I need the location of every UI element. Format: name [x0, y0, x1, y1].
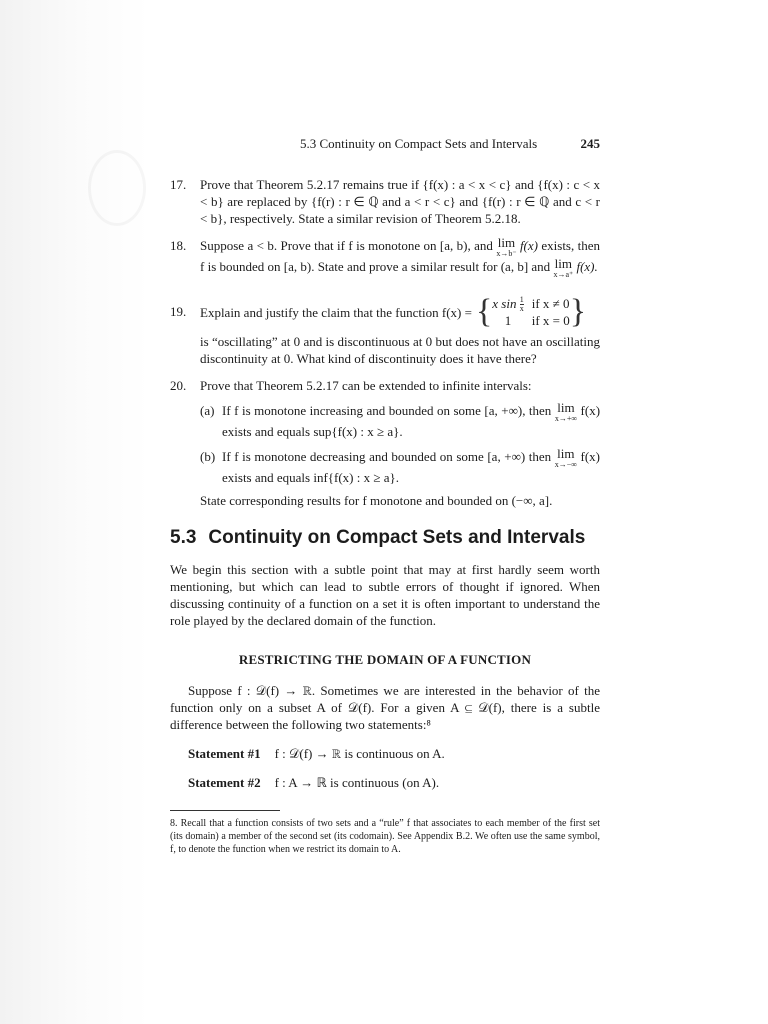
limit-function: f(x).: [576, 259, 598, 274]
exercise-text: is “oscillating” at 0 and is discontinuous at 0 but does not have an oscillating discontinuity at 0. What kind of discontinuity does it have there?: [200, 334, 600, 366]
part-label: (a): [200, 403, 215, 418]
exercise-text: [200, 237, 600, 279]
exercise-19: [170, 289, 600, 329]
exercise-20-closing: State corresponding results for f monotone and bounded on (−∞, a].: [200, 493, 553, 508]
exercise-text-part: Suppose a < b. Prove that if f is monotone on [a, b), and: [200, 238, 493, 253]
exercise-text: Prove that Theorem 5.2.17 remains true if {f(x) : a < x < c} and {f(x) : c < x < b} are replaced by {f(r) : r ∈ ℚ and a < r < c} and {f(r) : r ∈ ℚ and c < r < b}, respectively. State a similar revision of Theorem 5.2.18.: [200, 177, 600, 226]
exercise-text-part: exists, then f is bounded on [a, b). State and prove a similar result for (a, b] and: [200, 238, 601, 274]
exercise-text: Prove that Theorem 5.2.17 can be extended to infinite intervals:: [200, 378, 532, 393]
exercise-text: [200, 289, 600, 329]
footnote: [170, 810, 600, 856]
right-brace: }: [569, 293, 587, 330]
exercise-17: [170, 176, 600, 227]
piecewise-cases: [492, 296, 569, 329]
exercise-20a: [200, 402, 600, 440]
exercise-number: 19.: [170, 304, 187, 319]
main-text: [170, 176, 600, 803]
limit-operator: lim: [557, 446, 575, 461]
part-text: [222, 448, 600, 486]
part-text-a: If f is monotone decreasing and bounded on some [a, +∞) then: [222, 449, 552, 464]
footnote-rule: [170, 810, 280, 811]
part-text-a: If f is monotone increasing and bounded on some [a, +∞), then: [222, 403, 552, 418]
case-2-expression: 1: [504, 313, 512, 329]
subsection-heading: RESTRICTING THE DOMAIN OF A FUNCTION: [238, 652, 532, 667]
section-title: Continuity on Compact Sets and Intervals: [208, 527, 586, 548]
limit-function: f(x): [519, 238, 538, 253]
exercise-number: 20.: [170, 378, 187, 393]
limit-expression: [555, 448, 577, 469]
limit-operator: lim: [554, 256, 572, 271]
statement-text: f : A → ℝ is continuous (on A).: [274, 775, 440, 790]
limit-subscript: x→−∞: [554, 460, 577, 469]
footnote-text: 8. Recall that a function consists of two sets and a “rule” f that associates to each member of the first set (its domain) a member of the second set (its codomain). See Appendix B.2. We often use the same symbol, f, to denote the function when we restrict its domain to A.: [170, 818, 600, 855]
case-2-condition: if x = 0: [531, 313, 570, 329]
fraction-denominator: x: [519, 304, 524, 314]
exercise-number: 18.: [170, 238, 187, 253]
part-text-b: f(x) exists and equals sup{f(x) : x ≥ a}.: [222, 403, 601, 439]
fraction-numerator: 1: [519, 295, 524, 305]
statement-label: Statement #1: [188, 746, 261, 761]
exercise-20b: [200, 448, 600, 486]
exercise-20: [170, 377, 600, 394]
section-number: 5.3: [170, 527, 197, 548]
limit-expression: [555, 402, 577, 423]
spacer: [170, 333, 200, 367]
part-label: (b): [200, 449, 216, 464]
case-expr: x sin: [492, 295, 517, 311]
limit-expression: [496, 237, 516, 258]
scan-artifact: [88, 150, 146, 226]
part-text-b: f(x) exists and equals inf{f(x) : x ≥ a}.: [222, 449, 601, 485]
limit-expression: [553, 258, 573, 279]
limit-operator: lim: [497, 235, 516, 250]
exercise-19-continued: [170, 333, 600, 367]
limit-subscript: x→+∞: [554, 414, 578, 423]
exercise-number: 17.: [170, 177, 187, 192]
statement-1: [188, 745, 600, 762]
statement-2: [188, 774, 600, 791]
limit-subscript: x→a⁺: [553, 270, 574, 279]
case-1-condition: if x ≠ 0: [531, 295, 570, 311]
fraction: [520, 296, 524, 313]
left-brace: {: [475, 293, 493, 330]
paragraph-2: Suppose f : 𝒟(f) → ℝ. Sometimes we are interested in the behavior of the function only on a subset A of 𝒟(f). For a given A ⊆ 𝒟(f), there is a subtle difference between the following two statements:⁸: [170, 683, 600, 732]
page-number: 245: [580, 136, 600, 151]
statement-label: Statement #2: [188, 775, 261, 790]
limit-operator: lim: [557, 400, 575, 415]
intro-paragraph: We begin this section with a subtle point that may at first hardly seem worth mentioning, but which can lead to subtle errors of thought if ignored. When discussing continuity of a function on a set it is often important to understand the role played by the declared domain of the function.: [170, 562, 600, 628]
running-header: [300, 136, 600, 152]
running-head-title: 5.3 Continuity on Compact Sets and Intervals: [300, 136, 538, 151]
part-text: [222, 402, 600, 440]
statement-text: f : 𝒟(f) → ℝ is continuous on A.: [274, 746, 445, 761]
exercise-18: [170, 237, 600, 279]
limit-subscript: x→b⁻: [496, 249, 517, 258]
piecewise-definition: [200, 295, 600, 329]
section-heading: [170, 527, 600, 549]
case-1-expression: [492, 296, 523, 314]
exercise-text-part: Explain and justify the claim that the function f(x) =: [200, 304, 472, 320]
